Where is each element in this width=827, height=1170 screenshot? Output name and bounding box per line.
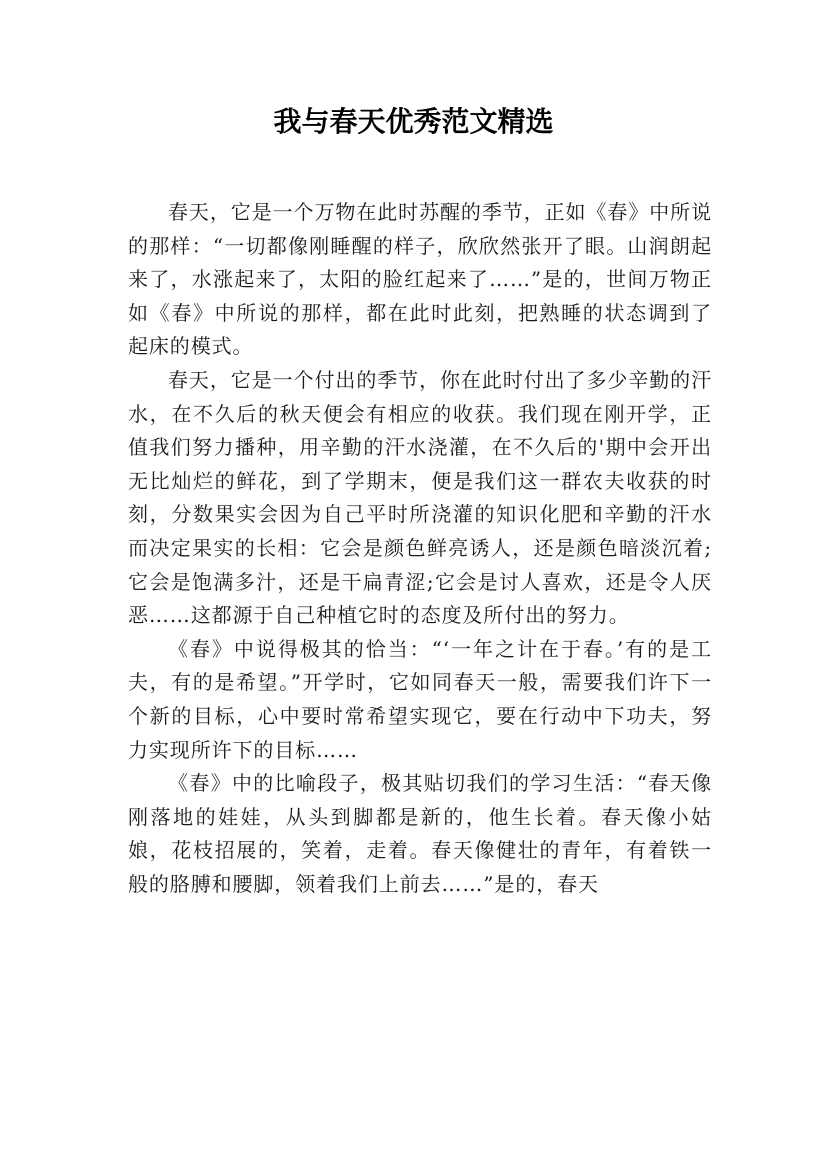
document-title: 我与春天优秀范文精选: [273, 105, 554, 138]
paragraph-3: 《春》中说得极其的恰当：“‘一年之计在于春。’有的是工夫，有的是希望。”开学时，它如同春天一般，需要我们许下一个新的目标，心中要时常希望实现它，要在行动中下功夫，努力实现所许下的目标……: [128, 636, 712, 762]
document-body: [128, 196, 712, 901]
paragraph-1: 春天，它是一个万物在此时苏醒的季节，正如《春》中所说的那样：“一切都像刚睡醒的样子，欣欣然张开了眼。山润朗起来了，水涨起来了，太阳的脸红起来了……”是的，世间万物正如《春》中所说的那样，都在此时此刻，把熟睡的状态调到了起床的模式。: [128, 200, 712, 359]
paragraph-2: 春天，它是一个付出的季节，你在此时付出了多少辛勤的汗水，在不久后的秋天便会有相应的收获。我们现在刚开学，正值我们努力播种，用辛勤的汗水浇灌，在不久后的'期中会开出无比灿烂的鲜花，到了学期末，便是我们这一群农夫收获的时刻，分数果实会因为自己平时所浇灌的知识化肥和辛勤的汗水而决定果实的长相：它会是颜色鲜亮诱人，还是颜色暗淡沉着;它会是饱满多汁，还是干扁青涩;它会是讨人喜欢，还是令人厌恶……这都源于自己种植它时的态度及所付出的努力。: [128, 367, 712, 628]
paragraph-4: 《春》中的比喻段子，极其贴切我们的学习生活：“春天像刚落地的娃娃，从头到脚都是新的，他生长着。春天像小姑娘，花枝招展的，笑着，走着。春天像健壮的青年，有着铁一般的胳膊和腰脚，领着我们上前去……”是的，春天: [128, 771, 712, 896]
